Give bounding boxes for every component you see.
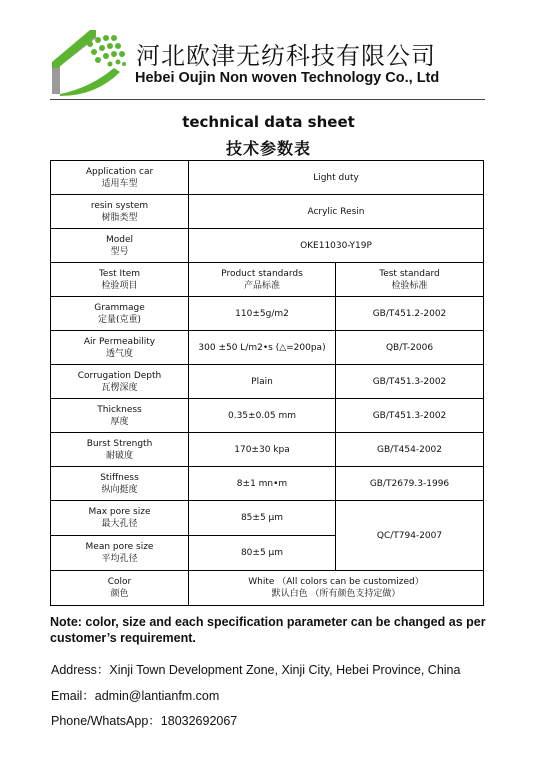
sheet-title-cn: 技术参数表 [225,139,311,158]
header-product-standards [189,263,336,297]
row-value: Light duty [189,161,484,195]
table-row [51,501,484,536]
row-label [51,229,189,263]
label-en: Model [105,234,134,245]
row-label [51,161,189,195]
row-label [51,195,189,229]
row-label [51,297,189,331]
label-en: Test standard [379,268,440,279]
table-row [51,399,484,433]
label-cn: 颜色 [110,589,129,599]
label-cn: 检验项目 [101,280,138,291]
label-en: Stiffness [100,472,139,483]
table-row [51,229,484,263]
label-en: resin system [90,200,149,211]
company-name-en: Hebei Oujin Non woven Technology Co., Ltd [135,70,440,86]
label-en: Air Permeability [83,336,156,347]
row-value: Acrylic Resin [189,195,484,229]
label-en: Grammage [94,302,145,313]
logo-green-roof [52,30,96,68]
label-cn: 定量(克重) [97,314,142,325]
table-header-row [51,263,484,297]
label-en: Product standards [221,268,303,279]
label-cn: 产品标准 [243,280,280,291]
table-row [51,297,484,331]
product-standard-cell: 110±5g/m2 [189,297,336,331]
label-en: Color [107,577,132,587]
sheet-title-en: technical data sheet [182,113,355,131]
header-divider [50,99,485,100]
label-cn: 瓦楞深度 [101,382,138,393]
label-cn: 纵向挺度 [101,484,138,495]
header-test-item [51,263,189,297]
product-standard-cell: 85±5 µm [189,501,336,536]
test-standard-cell: QB/T-2006 [336,331,484,365]
label-cn: 适用车型 [101,178,138,189]
test-standard-cell: GB/T451.3-2002 [336,365,484,399]
color-value-cell [189,571,484,606]
contact-phone: Phone/WhatsApp：18032692067 [51,714,238,728]
product-standard-cell: 170±30 kpa [189,433,336,467]
label-en: Application car [85,166,154,177]
product-standard-cell: 0.35±0.05 mm [189,399,336,433]
row-label [51,365,189,399]
label-en: Corrugation Depth [77,370,162,381]
row-label [51,501,189,536]
company-name-cn: 河北欧津无纺科技有限公司 [136,42,436,70]
label-cn: 耐破度 [105,450,133,461]
table-row [51,331,484,365]
product-standard-cell: 80±5 µm [189,536,336,571]
label-en: Test Item [98,268,141,279]
table-row [51,365,484,399]
test-standard-cell: GB/T454-2002 [336,433,484,467]
contact-address: Address：Xinji Town Development Zone, Xinji City, Hebei Province, China [51,663,461,677]
table-row [51,433,484,467]
customization-note: Note: color, size and each specification parameter can be changed as per customer’s requirement. [50,615,486,645]
table-row [51,195,484,229]
label-cn: 平均孔径 [101,554,138,564]
test-standard-cell: GB/T2679.3-1996 [336,467,484,501]
table-row [51,571,484,606]
spec-table [50,160,484,606]
label-en: Burst Strength [86,438,153,449]
test-standard-cell: GB/T451.2-2002 [336,297,484,331]
row-label [51,467,189,501]
label-en: Mean pore size [85,542,154,552]
product-standard-cell: 300 ±50 L/m2•s (△=200pa) [189,331,336,365]
label-cn: 型号 [110,246,129,257]
label-cn: 树脂类型 [101,212,138,223]
label-cn: 检验标准 [391,280,428,291]
label-en: Thickness [97,404,142,415]
row-label [51,399,189,433]
table-row [51,161,484,195]
label-cn: 厚度 [110,416,129,427]
table-row [51,467,484,501]
logo-green-curve [60,68,120,96]
row-value: OKE11030-Y19P [189,229,484,263]
test-standard-cell: GB/T451.3-2002 [336,399,484,433]
row-label [51,571,189,606]
label-en: Max pore size [88,507,151,517]
product-standard-cell: 8±1 mn•m [189,467,336,501]
row-label [51,331,189,365]
label-cn: 透气度 [105,348,133,359]
row-label [51,536,189,571]
company-logo [50,24,130,96]
color-value-en: White （All colors can be customized） [248,577,424,587]
test-standard-cell: QC/T794-2007 [336,501,484,571]
row-label [51,433,189,467]
contact-email: Email：admin@lantianfm.com [51,689,220,703]
label-cn: 最大孔径 [101,519,138,529]
color-value-cn: 默认白色 （所有颜色支持定做） [271,589,401,599]
product-standard-cell: Plain [189,365,336,399]
header-test-standard [336,263,484,297]
